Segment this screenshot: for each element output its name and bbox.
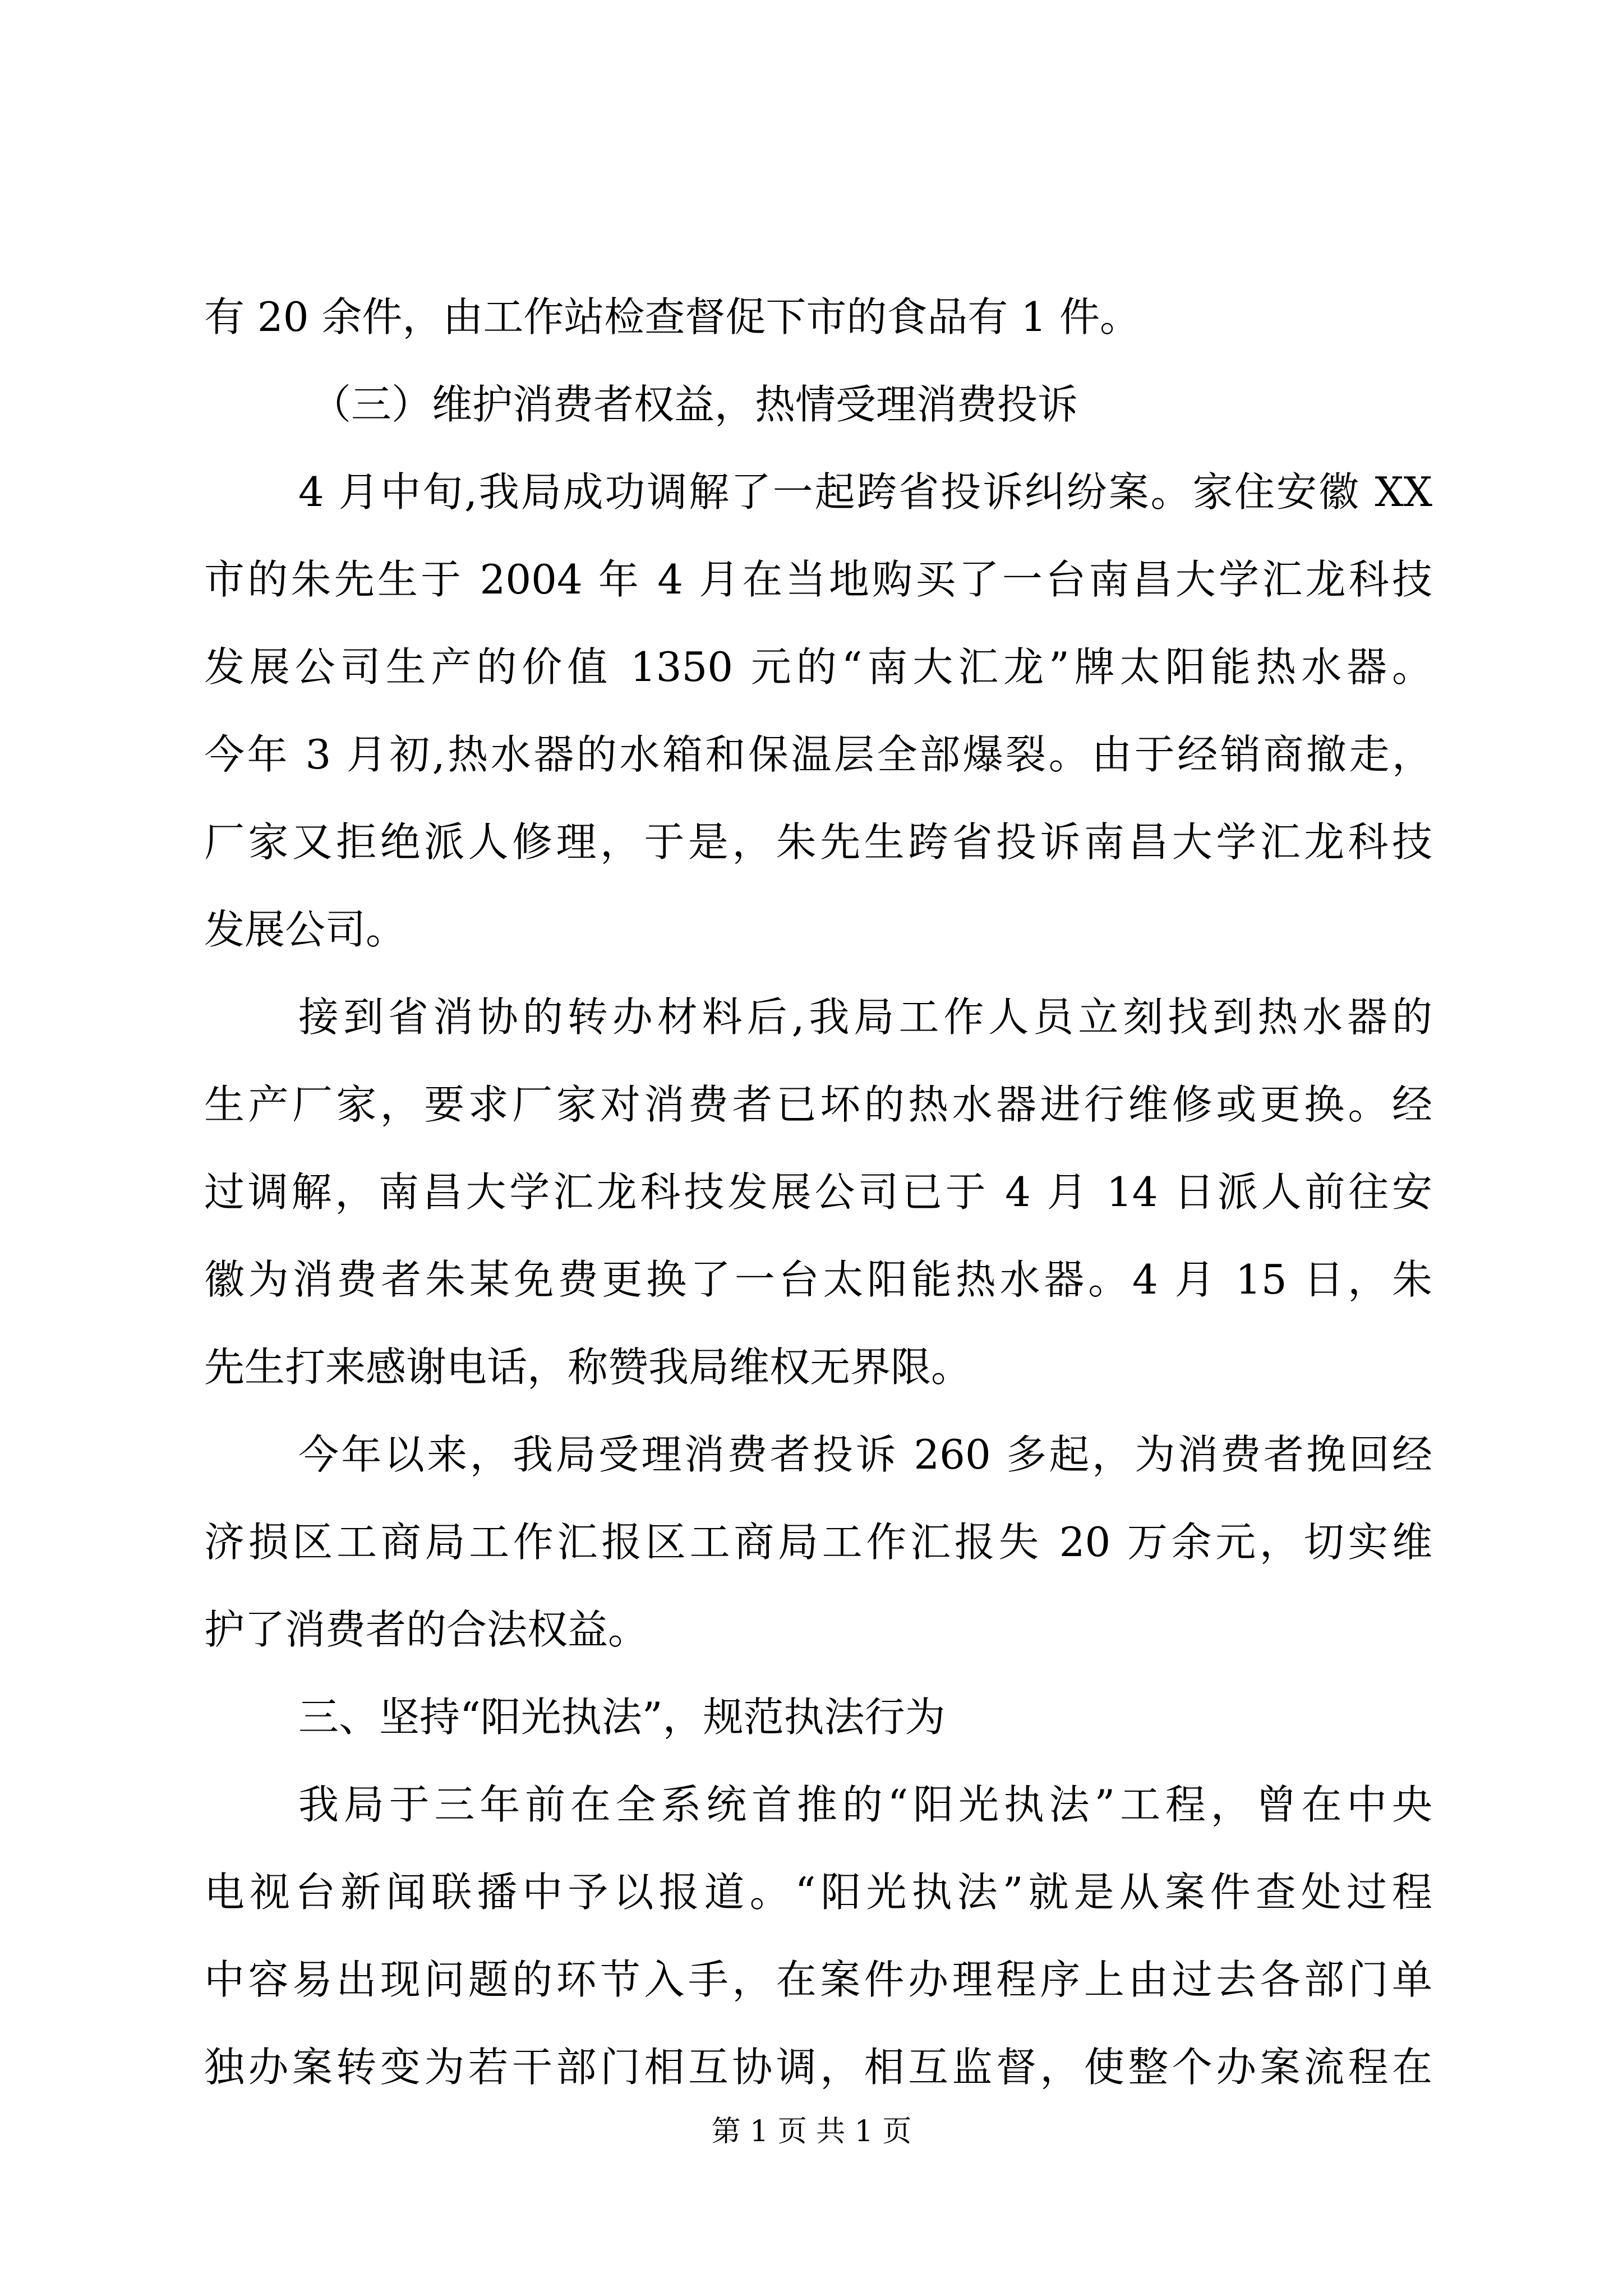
text-line: 市的朱先生于 2004 年 4 月在当地购买了一台南昌大学汇龙科技 [204,556,1432,603]
text-line: 中容易出现问题的环节入手，在案件办理程序上由过去各部门单 [204,1956,1432,2003]
text-line: 生产厂家，要求厂家对消费者已坏的热水器进行维修或更换。经 [204,1081,1432,1128]
text-line: 我局于三年前在全系统首推的“阳光执法”工程，曾在中央 [298,1781,1432,1828]
text-line: 徽为消费者朱某免费更换了一台太阳能热水器。4 月 15 日，朱 [204,1256,1432,1303]
text-line: 今年以来，我局受理消费者投诉 260 多起，为消费者挽回经 [298,1431,1432,1478]
text-line: 独办案转变为若干部门相互协调，相互监督，使整个办案流程在 [204,2044,1432,2091]
text-line: 护了消费者的合法权益。 [204,1606,649,1653]
text-line: 接到省消协的转办材料后,我局工作人员立刻找到热水器的 [298,993,1432,1041]
section-subheading: （三）维护消费者权益，热情受理消费投诉 [311,381,1078,428]
page-number-footer: 第 1 页 共 1 页 [711,2115,912,2148]
section-heading: 三、坚持“阳光执法”，规范执法行为 [298,1694,946,1741]
text-line: 过调解，南昌大学汇龙科技发展公司已于 4 月 14 日派人前往安 [204,1168,1432,1216]
text-line: 电视台新闻联播中予以报道。“阳光执法”就是从案件查处过程 [204,1869,1432,1916]
text-line: 4 月中旬,我局成功调解了一起跨省投诉纠纷案。家住安徽 XX [298,468,1432,516]
text-line: 有 20 余件，由工作站检查督促下市的食品有 1 件。 [204,293,1140,341]
text-line: 发展公司。 [204,906,407,953]
text-line: 厂家又拒绝派人修理，于是，朱先生跨省投诉南昌大学汇龙科技 [204,818,1432,866]
text-line: 发展公司生产的价值 1350 元的“南大汇龙”牌太阳能热水器。 [204,643,1432,691]
document-body [204,273,1432,2111]
text-line: 济损区工商局工作汇报区工商局工作汇报失 20 万余元，切实维 [204,1519,1432,1566]
text-line: 今年 3 月初,热水器的水箱和保温层全部爆裂。由于经销商撤走， [204,731,1432,778]
text-line: 先生打来感谢电话，称赞我局维权无界限。 [204,1343,972,1391]
